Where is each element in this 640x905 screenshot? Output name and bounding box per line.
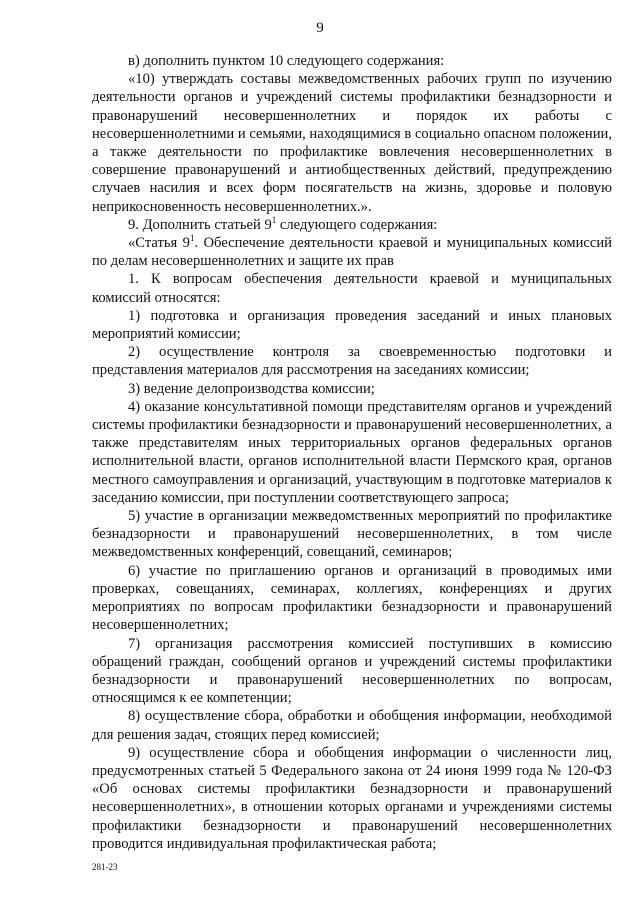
document-code: 281-23 <box>92 862 118 872</box>
paragraph-amendment-intro: в) дополнить пунктом 10 следующего содержания: <box>128 53 445 69</box>
document-body <box>92 52 612 853</box>
article-heading <box>92 234 612 270</box>
add-article-text: 9. Дополнить статьей 9 <box>128 216 272 233</box>
list-item-4: 4) оказание консультативной помощи представителям органов и учреждений системы профилактики безнадзорности и правонарушений несовершеннолетних, а также представителям иных территориальных органов федеральных органов исполнительной власти, органов исполнительной власти Пермского края, органов местного самоуправления и организаций, участвующим в подготовке материалов к заседанию комиссии, при поступлении соответствующего запроса; <box>92 398 612 506</box>
list-item-9: 9) осуществление сбора и обобщения информации о численности лиц, предусмотренных статьей 5 Федерального закона от 24 июня 1999 года № 120-ФЗ «Об основах системы профилактики безнадзорности и правонарушений несовершеннолетних», в отношении которых органами и учреждениями системы профилактики безнадзорности и правонарушений несовершеннолетних проводится индивидуальная профилактическая работа; <box>92 744 612 852</box>
article-heading-text: «Статья 9 <box>128 235 190 252</box>
list-item-6: 6) участие по приглашению органов и организаций в проводимых ими проверках, совещаниях, семинарах, коллегиях, конференциях и других мероприятиях по вопросам профилактики безнадзорности и правонарушений несовершеннолетних; <box>92 562 612 634</box>
paragraph-item-10: «10) утверждать составы межведомственных рабочих групп по изучению деятельности органов и учреждений системы профилактики безнадзорности и правонарушений несовершеннолетних и порядок их работы с несовершеннолетними и семьями, находящимися в социально опасном положении, а также деятельности по профилактике вовлечения несовершеннолетних в совершение правонарушений и антиобщественных действий, предупреждению случаев насилия и всех форм посягательств на жизнь, здоровье и половую неприкосновенность несовершеннолетних.». <box>92 71 612 215</box>
add-article-tail: следующего содержания: <box>276 216 438 233</box>
list-item-2: 2) осуществление контроля за своевременностью подготовки и представления материалов для рассмотрения на заседаниях комиссии; <box>92 344 612 379</box>
article-superscript: 1 <box>271 214 277 225</box>
page-number: 9 <box>316 20 324 36</box>
paragraph-add-article <box>92 216 612 234</box>
list-item-3: 3) ведение делопроизводства комиссии; <box>128 380 375 397</box>
list-item-1: 1) подготовка и организация проведения заседаний и иных плановых мероприятий комиссии; <box>92 307 612 343</box>
article-heading-tail: . Обеспечение деятельности краевой и муниципальных комиссий по делам несовершеннолетних и защите их прав <box>92 235 612 270</box>
list-item-7: 7) организация рассмотрения комиссией поступивших в комиссию обращений граждан, сообщений органов и учреждений системы профилактики безнадзорности и правонарушений несовершеннолетних по вопросам, относящимся к ее компетенции; <box>92 635 612 707</box>
article-heading-superscript: 1 <box>189 233 195 244</box>
list-item-8: 8) осуществление сбора, обработки и обобщения информации, необходимой для решения задач, стоящих перед комиссией; <box>92 708 612 743</box>
clause-1: 1. К вопросам обеспечения деятельности краевой и муниципальных комиссий относятся: <box>92 271 612 306</box>
list-item-5: 5) участие в организации межведомственных мероприятий по профилактике безнадзорности и правонарушений несовершеннолетних, в том числе межведомственных конференций, совещаний, семинаров; <box>92 508 612 561</box>
